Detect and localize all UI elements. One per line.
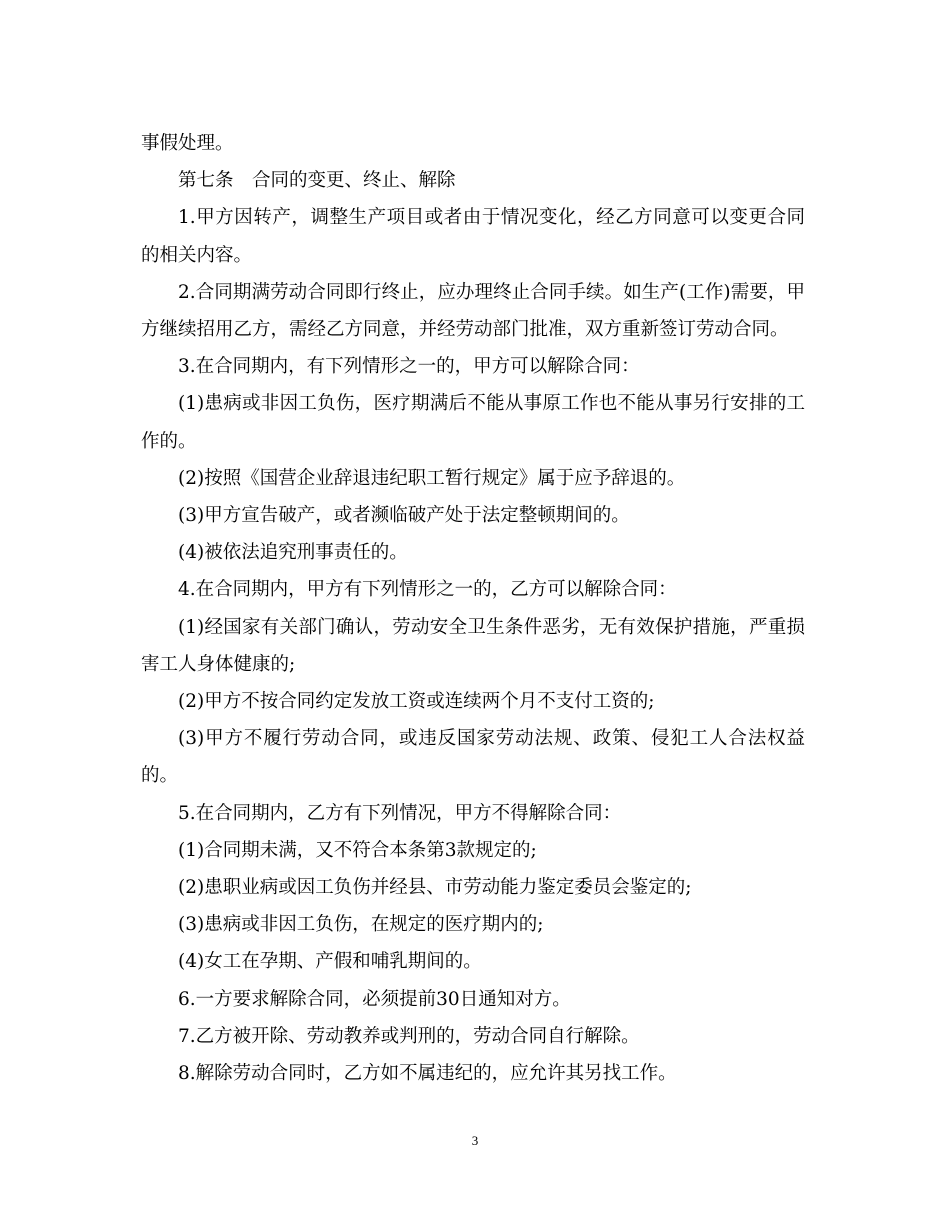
clause-3: 3.在合同期内，有下列情形之一的，甲方可以解除合同： — [178, 356, 640, 378]
clause-5: 5.在合同期内，乙方有下列情况，甲方不得解除合同： — [178, 802, 622, 824]
clause-6: 6.一方要求解除合同，必须提前30日通知对方。 — [178, 988, 571, 1010]
clause-4-item-2: (2)甲方不按合同约定发放工资或连续两个月不支付工资的; — [178, 691, 655, 713]
clause-5-item-1: (1)合同期未满，又不符合本条第3款规定的; — [178, 839, 537, 861]
clause-3-item-2: (2)按照《国营企业辞退违纪职工暂行规定》属于应予辞退的。 — [178, 467, 686, 489]
clause-1: 1.甲方因转产，调整生产项目或者由于情况变化，经乙方同意可以变更合同的相关内容。 — [141, 207, 805, 266]
document-body — [141, 125, 805, 1092]
paragraph-continuation: 事假处理。 — [141, 133, 234, 154]
clause-5-item-4: (4)女工在孕期、产假和哺乳期间的。 — [178, 951, 482, 973]
clause-5-item-3: (3)患病或非因工负伤，在规定的医疗期内的; — [178, 914, 544, 936]
clause-8: 8.解除劳动合同时，乙方如不属违纪的，应允许其另找工作。 — [178, 1063, 677, 1085]
clause-3-item-4: (4)被依法追究刑事责任的。 — [178, 542, 408, 564]
clause-4-item-3: (3)甲方不履行劳动合同，或违反国家劳动法规、政策、侵犯工人合法权益的。 — [141, 728, 805, 787]
clause-2: 2.合同期满劳动合同即行终止，应办理终止合同手续。如生产(工作)需要，甲方继续招用乙方，需经乙方同意，并经劳动部门批准，双方重新签订劳动合同。 — [141, 281, 805, 341]
clause-4-item-1: (1)经国家有关部门确认，劳动安全卫生条件恶劣，无有效保护措施，严重损害工人身体健康的; — [141, 616, 805, 675]
clause-3-item-1: (1)患病或非因工负伤，医疗期满后不能从事原工作也不能从事另行安排的工作的。 — [141, 393, 805, 452]
article-heading: 第七条 合同的变更、终止、解除 — [178, 170, 456, 192]
clause-3-item-3: (3)甲方宣告破产，或者濒临破产处于法定整顿期间的。 — [178, 505, 630, 527]
clause-5-item-2: (2)患职业病或因工负伤并经县、市劳动能力鉴定委员会鉴定的; — [178, 877, 692, 899]
page-number: 3 — [471, 1133, 479, 1148]
clause-4: 4.在合同期内，甲方有下列情形之一的，乙方可以解除合同： — [178, 579, 677, 601]
clause-7: 7.乙方被开除、劳动教养或判刑的，劳动合同自行解除。 — [178, 1025, 640, 1047]
